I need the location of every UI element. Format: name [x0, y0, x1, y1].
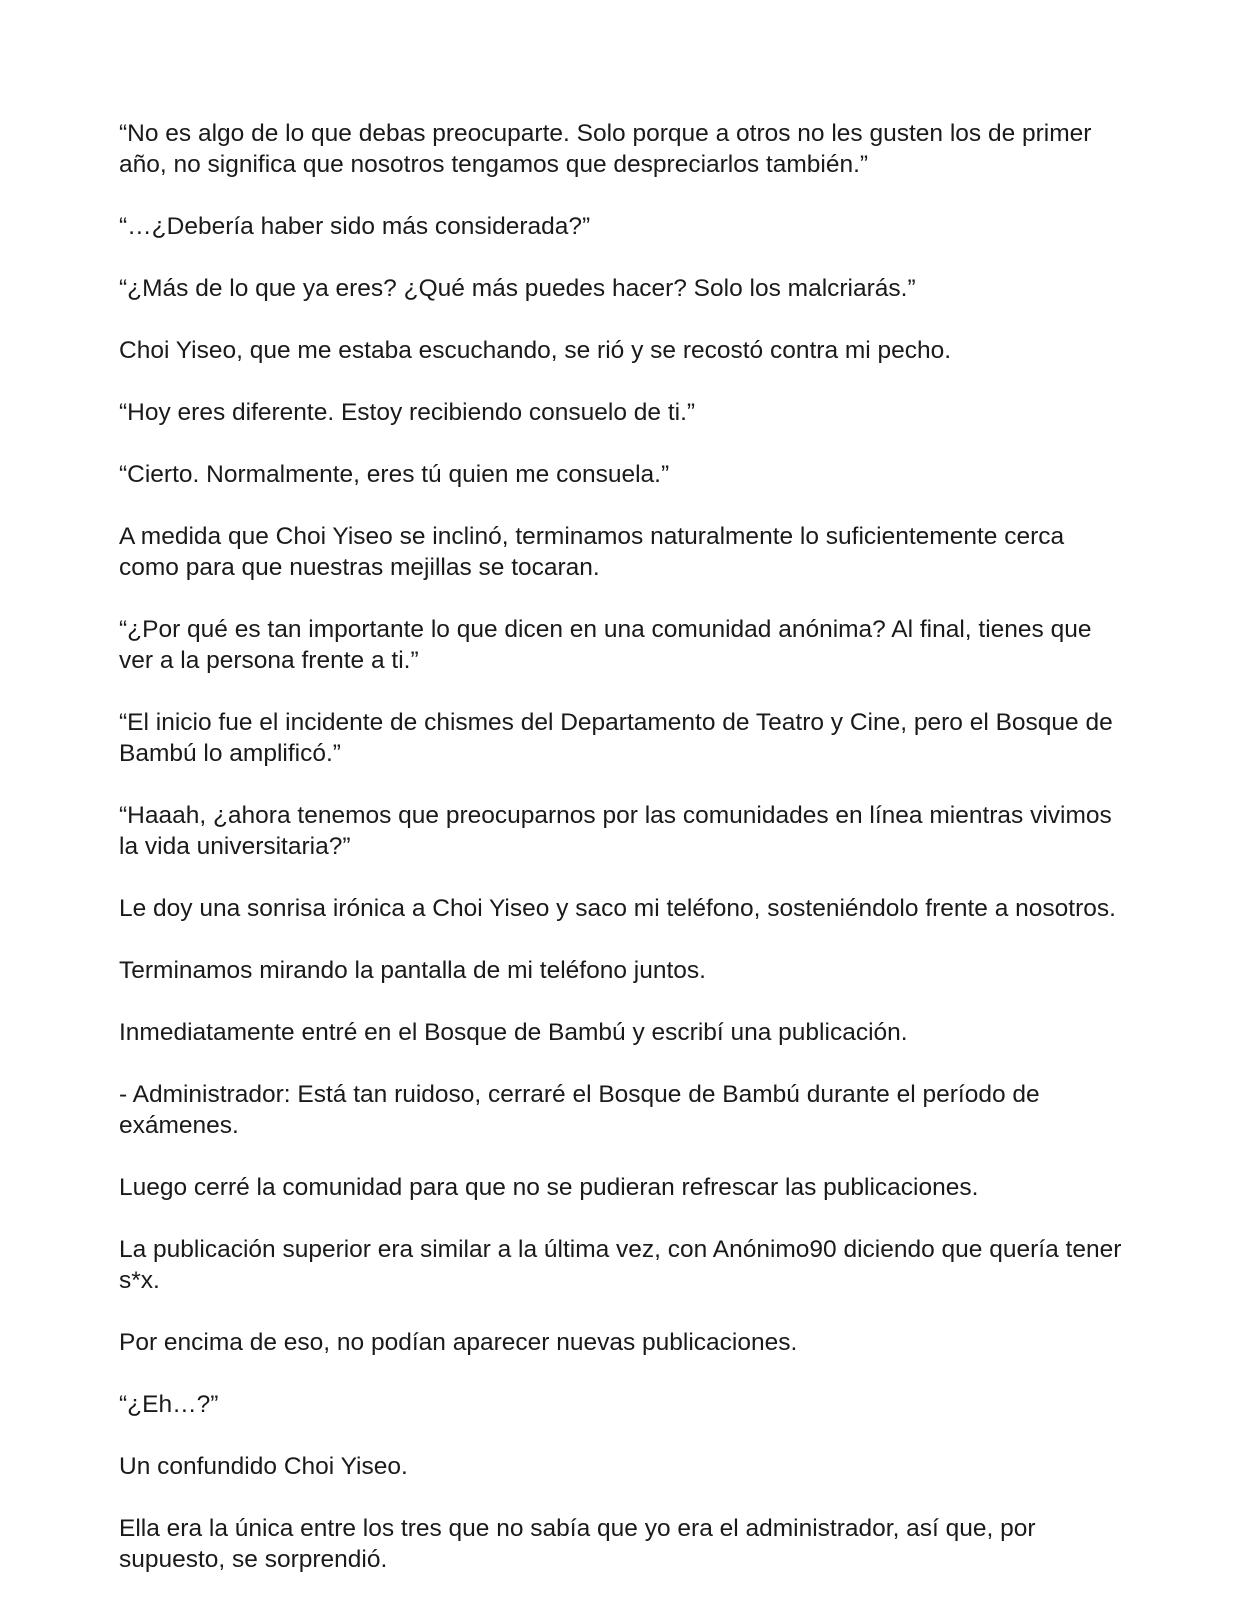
paragraph: Choi Yiseo, que me estaba escuchando, se rió y se recostó contra mi pecho.: [119, 337, 952, 364]
paragraph: Terminamos mirando la pantalla de mi teléfono juntos.: [119, 957, 706, 984]
paragraph: Un confundido Choi Yiseo.: [119, 1453, 408, 1480]
paragraph: “Cierto. Normalmente, eres tú quien me consuela.”: [119, 461, 670, 488]
paragraph: - Administrador: Está tan ruidoso, cerraré el Bosque de Bambú durante el período de exámenes.: [119, 1081, 1040, 1139]
paragraph: “¿Más de lo que ya eres? ¿Qué más puedes hacer? Solo los malcriarás.”: [119, 275, 916, 302]
paragraph: Inmediatamente entré en el Bosque de Bambú y escribí una publicación.: [119, 1019, 908, 1046]
paragraph: La publicación superior era similar a la última vez, con Anónimo90 diciendo que quería tener s*x.: [119, 1236, 1122, 1294]
paragraph: “El inicio fue el incidente de chismes del Departamento de Teatro y Cine, pero el Bosque de Bambú lo amplificó.”: [119, 709, 1113, 767]
paragraph: “No es algo de lo que debas preocuparte. Solo porque a otros no les gusten los de primer año, no significa que nosotros tengamos que despreciarlos también.”: [119, 120, 1092, 178]
paragraph: Le doy una sonrisa irónica a Choi Yiseo y saco mi teléfono, sosteniéndolo frente a nosotros.: [119, 895, 1116, 922]
paragraph: “Haaah, ¿ahora tenemos que preocuparnos por las comunidades en línea mientras vivimos la vida universitaria?”: [119, 802, 1112, 860]
paragraph: Luego cerré la comunidad para que no se pudieran refrescar las publicaciones.: [119, 1174, 979, 1201]
paragraph: Por encima de eso, no podían aparecer nuevas publicaciones.: [119, 1329, 798, 1356]
paragraph: “¿Por qué es tan importante lo que dicen en una comunidad anónima? Al final, tienes que ver a la persona frente a ti.”: [119, 616, 1092, 674]
paragraph: A medida que Choi Yiseo se inclinó, terminamos naturalmente lo suficientemente cerca como para que nuestras mejillas se tocaran.: [119, 523, 1065, 581]
paragraph: “¿Eh…?”: [119, 1391, 219, 1418]
paragraph: “…¿Debería haber sido más considerada?”: [119, 213, 591, 240]
paragraph: “Hoy eres diferente. Estoy recibiendo consuelo de ti.”: [119, 399, 696, 426]
document-body: [119, 118, 1129, 1606]
paragraph: Ella era la única entre los tres que no sabía que yo era el administrador, así que, por supuesto, se sorprendió.: [119, 1515, 1036, 1573]
